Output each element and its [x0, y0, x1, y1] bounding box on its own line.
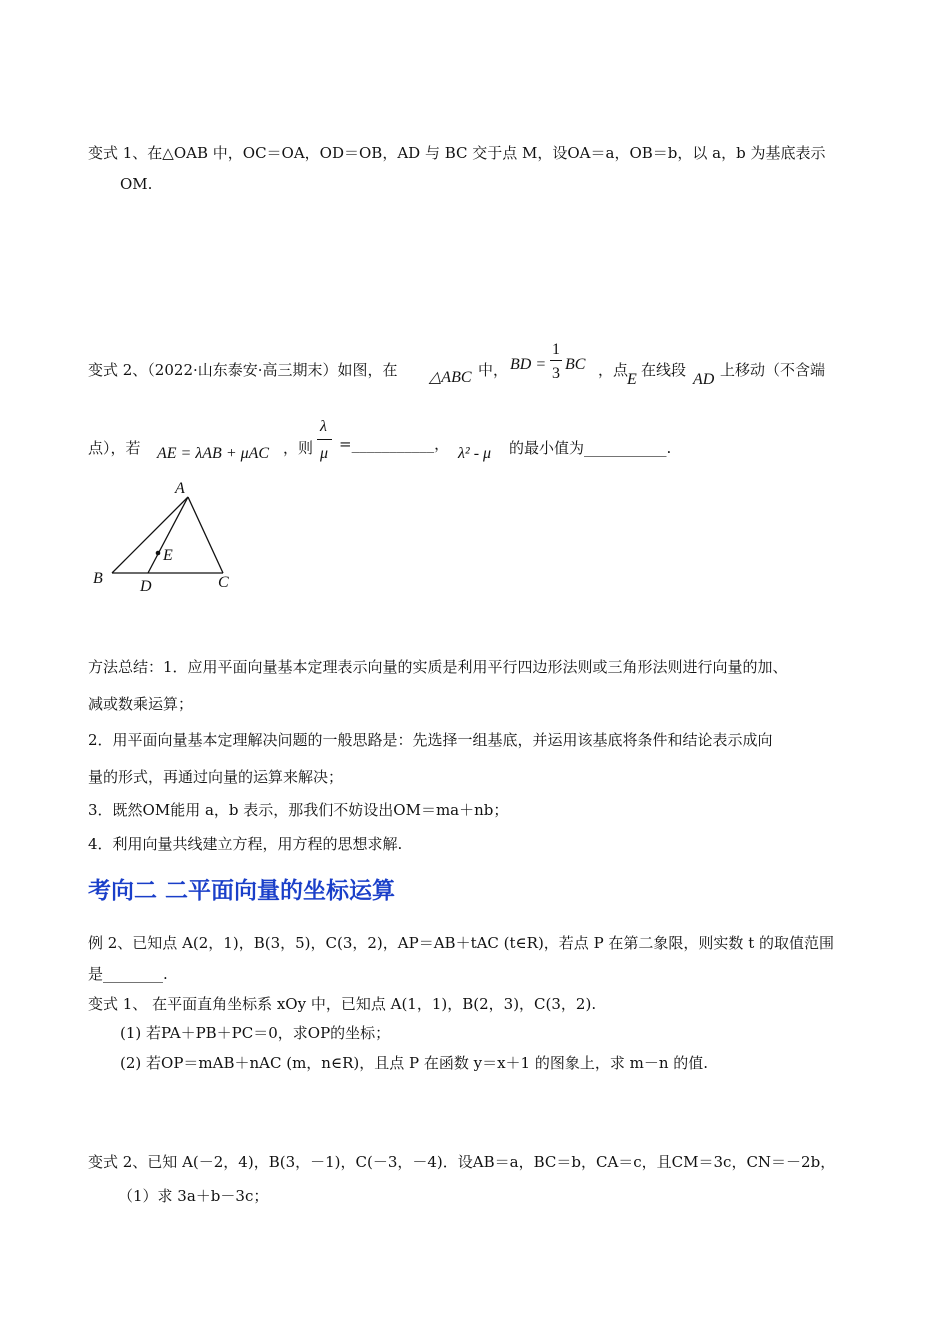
fraction-bar	[550, 360, 562, 361]
move-text: 上移动（不含端	[720, 361, 826, 379]
side-ac	[188, 497, 223, 573]
method-line5: 3．既然OM能用 a，b 表示，那我们不妨设出OM＝ma＋nb；	[88, 801, 509, 819]
variant2-mid: 中，	[478, 361, 509, 379]
section-title: 考向二 二平面向量的坐标运算	[88, 878, 396, 904]
method-line6: 4．利用向量共线建立方程，用方程的思想求解.	[88, 835, 403, 853]
answer-blank-1: =___________，	[339, 435, 450, 453]
then-text: ，则	[283, 439, 314, 457]
triangle-abc: △ABC	[429, 369, 472, 386]
label-e: E	[163, 547, 173, 564]
method-line2: 减或数乘运算；	[88, 695, 194, 713]
label-a: A	[175, 480, 185, 497]
variant2-prefix: 变式 2、（2022·山东泰安·高三期末）如图，在	[88, 361, 398, 379]
label-d: D	[140, 578, 152, 595]
on-segment-text: 在线段	[641, 361, 687, 379]
variant21-line3: (2) 若OP＝mAB＋nAC (m，n∈R)，且点 P 在函数 y＝x＋1 的图象上，求 m－n 的值.	[120, 1054, 709, 1072]
mu-denominator: μ	[320, 445, 329, 462]
variant1-line1: 变式 1、在△OAB 中，OC＝OA，OD＝OB，AD 与 BC 交于点 M，设OA＝a，OB＝b，以 a，b 为基底表示	[88, 144, 826, 162]
lambda-mu-fraction-bar	[317, 439, 332, 440]
point-e-dot	[156, 551, 161, 556]
label-c: C	[218, 574, 229, 591]
label-b: B	[93, 570, 103, 587]
lambda-squared-minus-mu: λ² - μ	[458, 445, 492, 462]
side-ab	[112, 497, 188, 573]
method-line3: 2．用平面向量基本定理解决问题的一般思路是：先选择一组基底，并运用该基底将条件和结论表示成向	[88, 731, 773, 749]
variant2-line2-prefix: 点），若	[88, 439, 141, 457]
ae-equation: AE = λAB + μAC	[157, 445, 270, 462]
bd-formula-left: BD =	[510, 356, 547, 373]
fraction-denominator: 3	[552, 365, 560, 382]
example2-line1: 例 2、已知点 A(2，1)，B(3，5)，C(3，2)，AP＝AB＋tAC (t∈R)，若点 P 在第二象限，则实数 t 的取值范围	[88, 934, 834, 952]
point-text: ，点	[598, 361, 629, 379]
segment-ad: AD	[693, 371, 715, 388]
variant21-line2: (1) 若PA＋PB＋PC＝0，求OP的坐标；	[120, 1024, 391, 1042]
fraction-numerator: 1	[552, 341, 560, 358]
variant22-line1: 变式 2、已知 A(－2，4)，B(3，－1)，C(－3，－4)．设AB＝a，BC＝b，CA＝c，且CM＝3c，CN＝－2b，	[88, 1153, 836, 1171]
lambda-numerator: λ	[320, 418, 327, 435]
triangle-figure	[85, 475, 245, 600]
method-line1: 方法总结：1．应用平面向量基本定理表示向量的实质是利用平行四边形法则或三角形法则进行向量的加、	[88, 658, 788, 676]
point-e: E	[627, 371, 637, 388]
min-value-text: 的最小值为___________.	[509, 439, 672, 457]
variant1-line2: OM.	[120, 175, 153, 193]
example2-line2: 是________.	[88, 965, 168, 983]
variant21-line1: 变式 1、 在平面直角坐标系 xOy 中，已知点 A(1，1)，B(2，3)，C(3，2).	[88, 995, 597, 1013]
method-line4: 量的形式，再通过向量的运算来解决；	[88, 768, 344, 786]
variant22-line2: （1）求 3a＋b－3c；	[118, 1187, 269, 1205]
bd-formula-right: BC	[565, 356, 586, 373]
